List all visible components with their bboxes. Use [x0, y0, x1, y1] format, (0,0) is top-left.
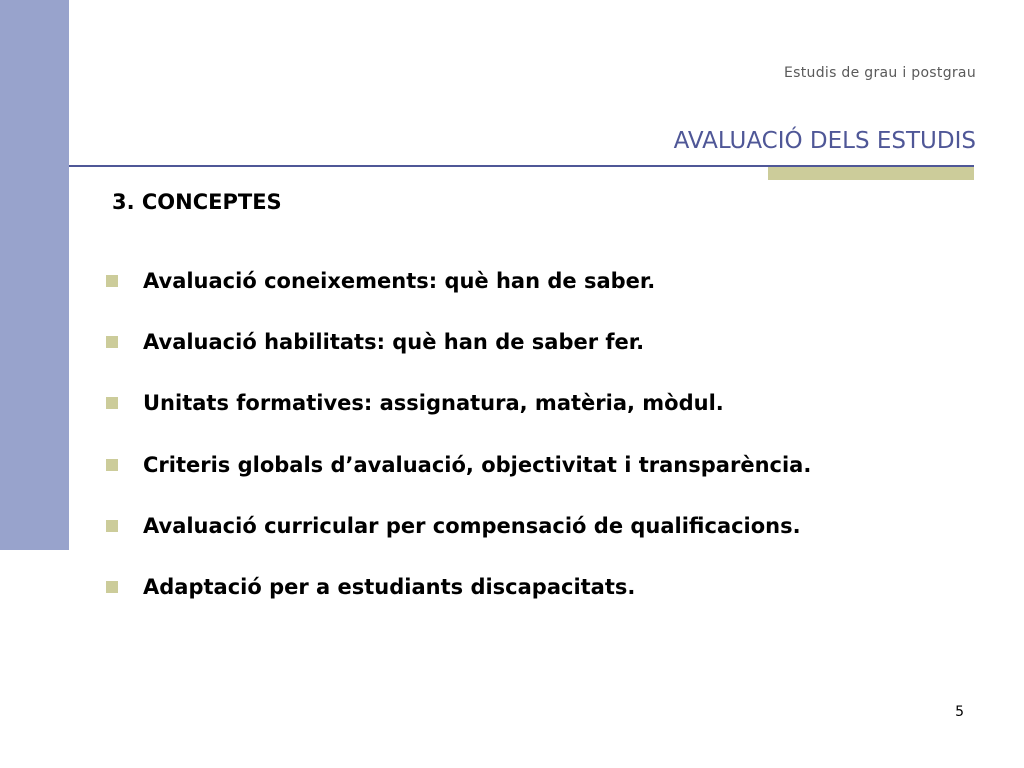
- square-bullet-icon: [106, 581, 118, 593]
- slide-title: AVALUACIÓ DELS ESTUDIS: [673, 128, 976, 154]
- bullet-text: Avaluació coneixements: què han de saber.: [143, 269, 656, 293]
- left-decorative-bar: [0, 0, 69, 550]
- square-bullet-icon: [106, 275, 118, 287]
- page-number: 5: [955, 704, 964, 720]
- square-bullet-icon: [106, 520, 118, 532]
- bullet-text: Unitats formatives: assignatura, matèria, mòdul.: [143, 391, 724, 415]
- bullet-text: Avaluació curricular per compensació de qualificacions.: [143, 514, 801, 538]
- square-bullet-icon: [106, 397, 118, 409]
- title-accent-block: [768, 167, 974, 180]
- square-bullet-icon: [106, 336, 118, 348]
- bullet-text: Adaptació per a estudiants discapacitats.: [143, 575, 636, 599]
- section-heading: 3. CONCEPTES: [112, 190, 282, 214]
- bullet-text: Criteris globals d’avaluació, objectivitat i transparència.: [143, 453, 812, 477]
- square-bullet-icon: [106, 459, 118, 471]
- slide-subtitle: Estudis de grau i postgrau: [784, 65, 976, 81]
- bullet-text: Avaluació habilitats: què han de saber fer.: [143, 330, 645, 354]
